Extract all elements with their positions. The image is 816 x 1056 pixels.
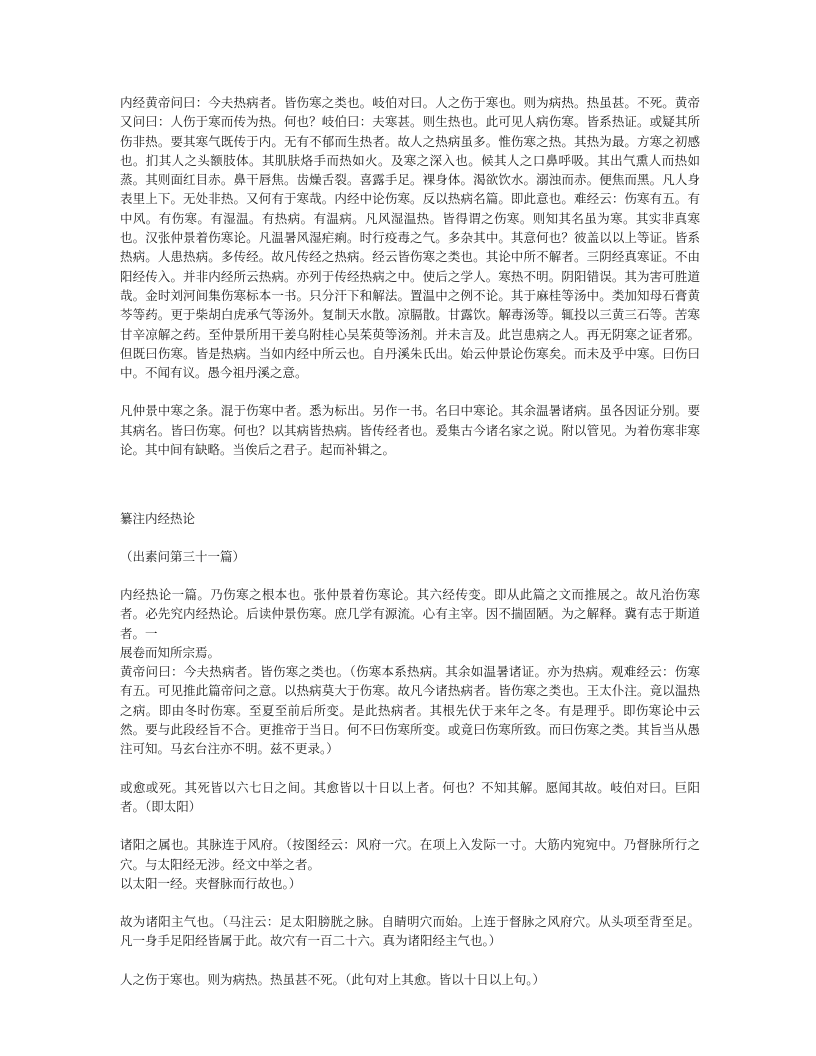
commentary-block-5: [120, 970, 700, 989]
commentary-line: 人之伤于寒也。则为病热。热虽甚不死。（此句对上其愈。皆以十日以上句。）: [120, 971, 546, 987]
source-note: （出素问第三十一篇）: [120, 548, 246, 564]
commentary-block-4: [120, 912, 700, 951]
intro-paragraph-1: 内经黄帝问曰：今夫热病者。皆伤寒之类也。岐伯对曰。人之伤于寒也。则为病热。热虽甚。不死。黄帝又问曰：人伤于寒而传为热。何也？岐伯曰：夫寒甚。则生热也。此可见人病伤寒。皆系热证。或疑其所伤非热。要其寒气既传于内。无有不郁而生热者。故人之热病虽多。惟伤寒之热。其热为最。方寒之初感也。扪其人之头额肢体。其肌肤烙手而热如火。及寒之深入也。候其人之口鼻呼吸。其出气熏人而热如蒸。其则面红目赤。鼻干唇焦。齿燥舌裂。喜露手足。裸身体。渴欲饮水。溺浊而赤。便焦而黑。凡人身表里上下。无处非热。又何有于寒哉。内经中论伤寒。反以热病名篇。即此意也。难经云：伤寒有五。有中风。有伤寒。有湿温。有热病。有温病。凡风湿温热。皆得谓之伤寒。则知其名虽为寒。其实非真寒也。汉张仲景着伤寒论。凡温暑风湿疟痢。时行疫毒之气。多杂其中。其意何也？彼盖以以上等证。皆系热病。人患热病。多传经。故凡传经之热病。经云皆伤寒之类也。其论中所不解者。三阴经真寒证。不由阳经传入。并非内经所云热病。亦列于传经热病之中。使后之学人。寒热不明。阴阳错误。其为害可胜道哉。金时刘河间集伤寒标本一书。只分汗下和解法。置温中之例不论。其于麻桂等汤中。类加知母石膏黄芩等药。更于柴胡白虎承气等汤外。复制天水散。凉膈散。甘露饮。解毒汤等。辄投以三黄三石等。苦寒甘辛凉解之药。至仲景所用干姜乌附桂心吴茱萸等汤剂。并未言及。此岂患病之人。再无阴寒之证者邪。但既曰伤寒。皆是热病。当如内经中所云也。自丹溪朱氏出。始云仲景论伤寒矣。而未及乎中寒。曰伤曰中。不闻有议。愚今祖丹溪之意。: [120, 95, 700, 381]
document-page: [120, 93, 700, 989]
commentary-line: 或愈或死。其死皆以六七日之间。其愈皆以十日以上者。何也？不知其解。愿闻其故。岐伯对曰。巨阳者。（即太阳）: [120, 779, 700, 814]
commentary-block-3: [120, 835, 700, 893]
commentary-line: 内经热论一篇。乃伤寒之根本也。张仲景着伤寒论。其六经传变。即从此篇之文而推展之。故凡治伤寒者。必先究内经热论。后读仲景伤寒。庶几学有源流。心有主宰。因不揣固陋。为之解释。冀有志于斯道者。一: [120, 586, 700, 641]
commentary-line: 展卷而知所宗焉。: [120, 644, 221, 660]
commentary-line: 黄帝问曰：今夫热病者。皆伤寒之类也。（伤寒本系热病。其余如温暑诸证。亦为热病。观难经云：伤寒有五。可见推此篇帝问之意。以热病莫大于伤寒。故凡今诸热病者。皆伤寒之类也。王太仆注。竟以温热之病。即由冬时伤寒。至夏至前后所变。是此热病者。其根先伏于来年之冬。有是理乎。即伤寒论中云然。要与此段经旨不合。更推帝于当日。何不曰伤寒所变。或竟曰伤寒所致。而曰伤寒之类。其旨当从愚注可知。马玄台注亦不明。兹不更录。）: [120, 664, 700, 757]
commentary-line: 故为诸阳主气也。（马注云：足太阳膀胱之脉。自睛明穴而始。上连于督脉之风府穴。从头项至背至足。凡一身手足阳经皆属于此。故穴有一百二十六。真为诸阳经主气也。）: [120, 914, 700, 949]
section-heading: 纂注内经热论: [120, 511, 196, 527]
intro-paragraph-2: 凡仲景中寒之条。混于伤寒中者。悉为标出。另作一书。名曰中寒论。其余温暑诸病。虽各因证分别。要其病名。皆曰伤寒。何也？以其病皆热病。皆传经者也。爰集古今诸名家之说。附以管见。为着伤寒非寒论。其中间有缺略。当俟后之君子。起而补辑之。: [120, 403, 700, 458]
commentary-block-2: [120, 778, 700, 817]
commentary-line: 以太阳一经。夹督脉而行故也。）: [120, 875, 302, 891]
commentary-line: 诸阳之属也。其脉连于风府。（按图经云：风府一穴。在项上入发际一寸。大筋内宛宛中。乃督脉所行之穴。与太阳经无涉。经文中举之者。: [120, 837, 700, 872]
commentary-block-1: [120, 585, 700, 759]
